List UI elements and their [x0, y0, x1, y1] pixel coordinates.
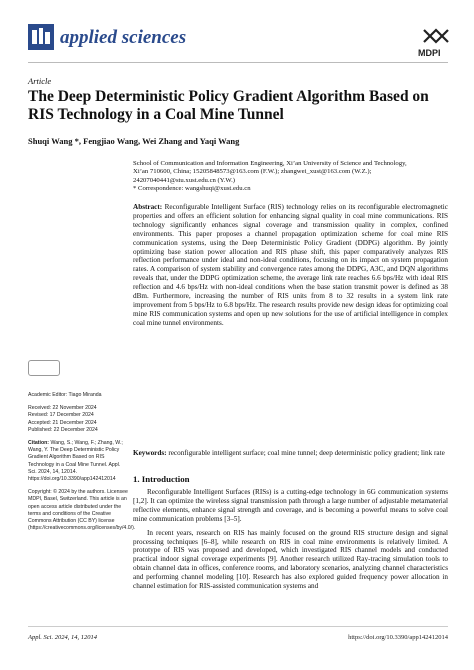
paragraph: Reconfigurable Intelligent Surfaces (RISs) is a cutting-edge technology in 6G communication systems [1,2]. It can optimize the wireless signal transmission path through a large number of adjustable metamaterial reflective elements, enhance signal strength and coverage, and is becoming a powerful means to solve coal mine communication problems [3–5]. [133, 488, 448, 523]
sidebar-metadata [28, 392, 136, 532]
mdpi-logo-icon[interactable] [420, 26, 452, 46]
citation-text[interactable]: Wang, S.; Wang, F.; Zhang, W.; Wang, Y. The Deep Deterministic Policy Gradient Algorithm Based on RIS Technology in a Coal Mine Tunnel. Appl. Sci. 2024, 14, 12014. https://doi.org/10.3390/app142412014 [28, 440, 123, 483]
abstract-text: Reconfigurable Intelligent Surface (RIS) technology relies on its reconfigurable electromagnetic properties and offers an efficient solution for enhancing signal quality in coal mine communications. RIS technology significantly enhances signal coverage and transmission quality in complex, confined environments. This paper proposes a channel propagation optimization scheme for coal mine RIS communication systems, using the Deep Deterministic Policy Gradient (DDPG) algorithm. By jointly optimizing base station power allocation and RIS phase shift, this paper comparatively analyzes RIS reflection performance under ideal and non-ideal conditions, focusing on its impact on system propagation rates. A comparison of system stability and convergence rates among the DDPG, A3C, and DQN algorithms reveals that, under the DDPG optimization scheme, the average link rate reaches 6.6 bps/Hz with ideal RIS reflection and 4.6 bps/Hz with non-ideal conditions when the base station transmit power is defined as 38 dBm. Furthermore, increasing the number of RIS units from 8 to 32 results in a system link rate improvement from 5 bps/Hz to 6.8 bps/Hz. The research results provide new design ideas for optimizing coal mine RIS communication systems and open up new solutions for the use of artificial intelligence in complex coal mine tunnel environments. [133, 203, 448, 327]
check-for-updates-badge[interactable] [28, 360, 60, 376]
academic-editor: Academic Editor: Tiago Miranda [28, 392, 102, 398]
journal-logo-icon [28, 24, 54, 50]
footer-citation: Appl. Sci. 2024, 14, 12014 [28, 634, 97, 641]
abstract [133, 203, 448, 328]
footer-doi-link[interactable]: https://doi.org/10.3390/app142412014 [348, 634, 448, 641]
article-type: Article [28, 76, 52, 86]
keywords [133, 449, 448, 458]
header-divider [28, 62, 448, 63]
affiliation-line: Xi’an 710600, China; 15205848573@163.com (F.W.); zhangwei_xust@163.com (W.Z.); [133, 168, 372, 176]
keywords-text: reconfigurable intelligent surface; coal mine tunnel; deep deterministic policy gradient; link rate [168, 449, 445, 457]
abstract-label: Abstract: [133, 203, 163, 211]
author-list: Shuqi Wang *, Fengjiao Wang, Wei Zhang and Yaqi Wang [28, 136, 240, 146]
accepted-date: Accepted: 21 December 2024 [28, 419, 97, 426]
citation-label: Citation: [28, 440, 50, 447]
received-date: Received: 22 November 2024 [28, 405, 97, 412]
paragraph: In recent years, research on RIS has mainly focused on the ground RIS structure design and signal processing techniques [6–8], while research on RIS in coal mine environments is relatively limited. A prototype of RIS was proposed and developed, which investigated RIS channel models and conducted practical indoor signal coverage experiments [9]. Another research utilized Ray-tracing simulation tools to obtain channel data in offices, conference rooms, and laboratory scenarios, analyzing channel characteristics and performing channel modeling [10]. Research has also explored guided frequency power allocation in channel estimation for RIS-assisted communication systems and [133, 528, 448, 591]
section-heading: 1. Introduction [133, 474, 190, 484]
publisher-name: MDPI [418, 48, 441, 58]
journal-name[interactable]: applied sciences [60, 27, 187, 48]
affiliation-block [133, 160, 448, 193]
keywords-label: Keywords: [133, 449, 167, 457]
revised-date: Revised: 17 December 2024 [28, 412, 94, 419]
footer-divider [28, 626, 448, 627]
copyright-notice: Copyright: © 2024 by the authors. Licensee MDPI, Basel, Switzerland. This article is an open access article distributed under the terms and conditions of the Creative Commons Attribution (CC BY) license (https://creativecommons.org/licenses/by/4.0/). [28, 489, 136, 532]
published-date: Published: 22 December 2024 [28, 426, 98, 433]
correspondence-line: * Correspondence: wangshuqi@xust.edu.cn [133, 184, 251, 192]
citation [28, 440, 128, 483]
affiliation-line: 24207040441@stu.xust.edu.cn (Y.W.) [133, 176, 236, 184]
introduction-body [133, 488, 448, 596]
affiliation-line: School of Communication and Information Engineering, Xi’an University of Science and Technology, [133, 160, 407, 167]
paper-title: The Deep Deterministic Policy Gradient Algorithm Based on RIS Technology in a Coal Mine Tunnel [28, 88, 429, 123]
